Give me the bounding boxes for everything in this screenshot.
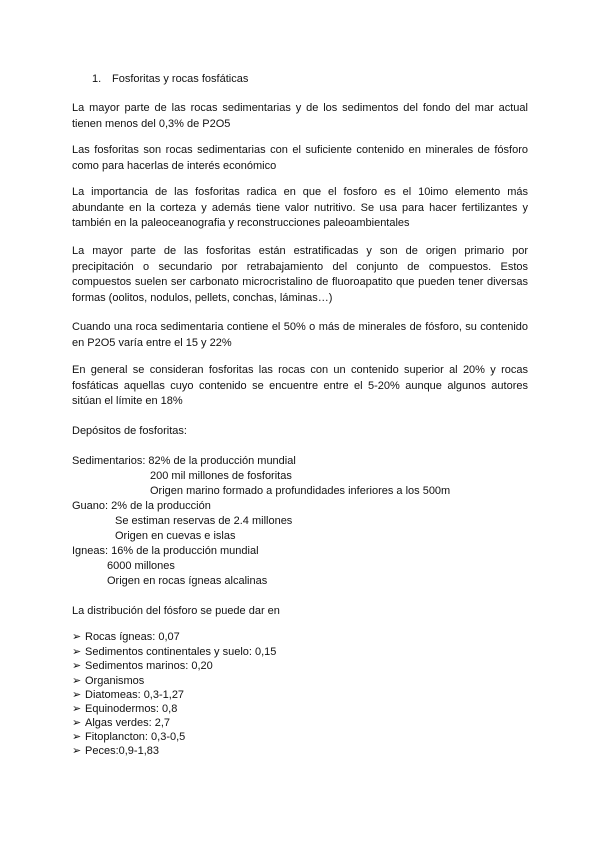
deposit-line: Origen en rocas ígneas alcalinas [107,575,268,587]
arrow-bullet-icon: ➢ [72,731,82,743]
list-item: ➢ Algas verdes: 2,7 [72,717,170,729]
arrow-bullet-icon: ➢ [72,703,82,715]
list-item: ➢ Sedimentos continentales y suelo: 0,15 [72,646,277,658]
deposit-line: Origen marino formado a profundidades inferiores a los 500m [150,485,451,497]
arrow-bullet-icon: ➢ [72,646,82,658]
deposit-line: Igneas: 16% de la producción mundial [72,545,259,557]
section-number: 1. [92,73,102,85]
list-item: ➢ Peces:0,9-1,83 [72,745,159,757]
deposits-title: Depósitos de fosforitas: [72,425,187,437]
arrow-bullet-icon: ➢ [72,660,82,672]
deposit-line: Se estiman reservas de 2.4 millones [115,515,293,527]
paragraph-1: La mayor parte de las rocas sedimentarias y de los sedimentos del fondo del mar actual tienen menos del 0,3% de P2O5 [72,102,528,130]
arrow-bullet-icon: ➢ [72,631,82,643]
paragraph-5: Cuando una roca sedimentaria contiene el 50% o más de minerales de fósforo, su contenido en P2O5 varía entre el 15 y 22% [72,321,528,349]
arrow-bullet-icon: ➢ [72,717,82,729]
list-item: ➢ Diatomeas: 0,3-1,27 [72,689,185,701]
paragraph-3: La importancia de las fosforitas radica en que el fosforo es el 10imo elemento más abundante en la corteza y además tiene valor nutritivo. Se usa para hacer fertilizantes y también en la paleoceanografia y reconstrucciones paleoambientales [72,186,528,229]
deposit-line: Origen en cuevas e islas [115,530,236,542]
section-title: Fosforitas y rocas fosfáticas [112,73,249,85]
list-item: ➢ Equinodermos: 0,8 [72,703,178,715]
list-item: ➢ Organismos [72,675,145,687]
section-heading [72,72,248,86]
arrow-bullet-icon: ➢ [72,745,82,757]
paragraph-4: La mayor parte de las fosforitas están estratificadas y son de origen primario por precipitación o secundario por retrabajamiento del conjunto de compuestos. Estos compuestos suelen ser carbonato microcristalino de fluoroapatito que pueden tener diversas formas (oolitos, nodulos, pellets, conchas, láminas…) [72,245,528,304]
list-item: ➢ Fitoplancton: 0,3-0,5 [72,731,186,743]
paragraph-2: Las fosforitas son rocas sedimentarias con el suficiente contenido en minerales de fósforo como para hacerlas de interés económico [72,144,528,172]
list-item: ➢ Sedimentos marinos: 0,20 [72,660,213,672]
paragraph-6: En general se consideran fosforitas las rocas con un contenido superior al 20% y rocas fosfáticas aquellas cuyo contenido se encuentre entre el 5-20% aunque algunos autores sitúan el límite en 18% [72,364,528,407]
arrow-bullet-icon: ➢ [72,675,82,687]
distribution-title: La distribución del fósforo se puede dar en [72,605,280,617]
list-item: ➢ Rocas ígneas: 0,07 [72,631,180,643]
arrow-bullet-icon: ➢ [72,689,82,701]
deposit-line: 200 mil millones de fosforitas [150,470,292,482]
deposit-line: 6000 millones [107,560,175,572]
deposit-line: Guano: 2% de la producción [72,500,211,512]
deposit-line: Sedimentarios: 82% de la producción mundial [72,455,296,467]
